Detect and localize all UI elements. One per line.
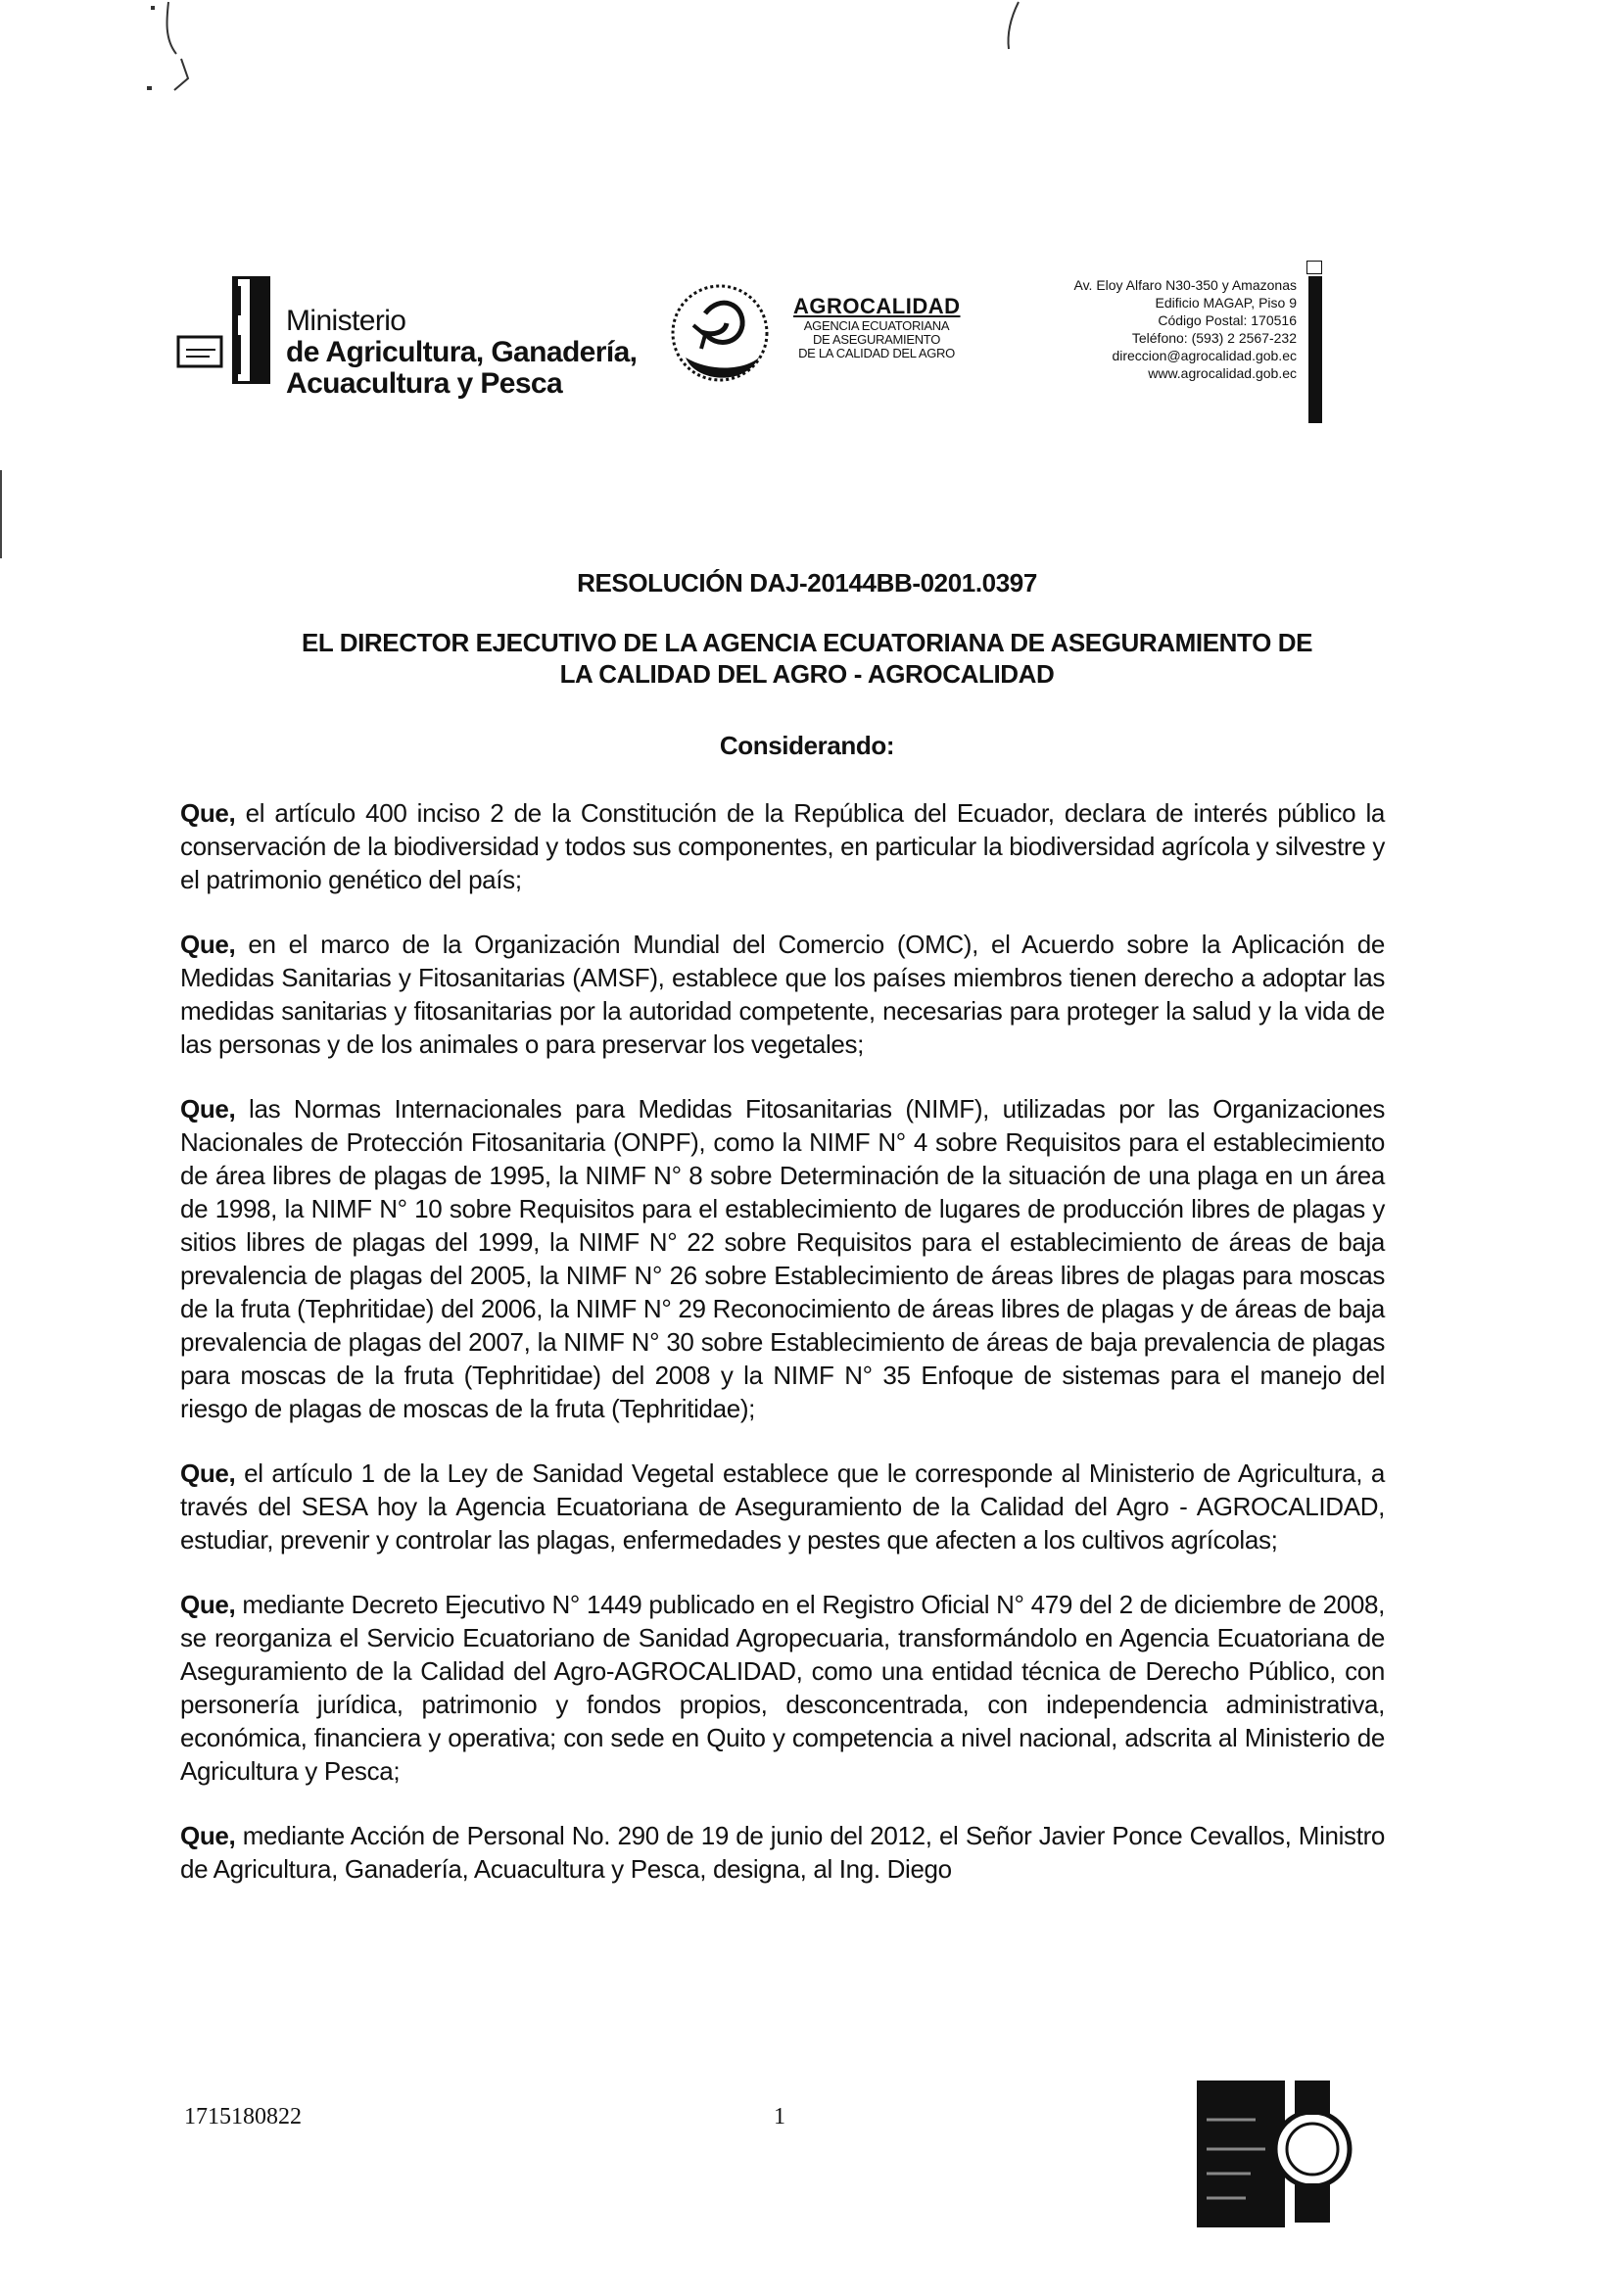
considerando-heading: Considerando: bbox=[719, 731, 895, 760]
agency-sub3: DE LA CALIDAD DEL AGRO bbox=[798, 346, 955, 360]
document-body bbox=[180, 796, 1385, 1917]
ministry-line1: Ministerio bbox=[286, 305, 406, 337]
resolution-number: RESOLUCIÓN DAJ-20144BB-0201.0397 bbox=[577, 568, 1037, 598]
paragraph: Que, el artículo 400 inciso 2 de la Constitución de la República del Ecuador, declara de interés público la conservación de la biodiversidad y todos sus componentes, en particular la biodiversidad agrícola y silvestre y el patrimonio genético del país; bbox=[180, 798, 1385, 894]
scan-mark-topcenter bbox=[999, 0, 1038, 59]
address-line1: Av. Eloy Alfaro N30-350 y Amazonas bbox=[1073, 277, 1297, 293]
agency-sub1: AGENCIA ECUATORIANA bbox=[803, 318, 950, 333]
page-number: 1 bbox=[774, 2104, 785, 2129]
agency-address bbox=[1003, 276, 1322, 382]
paragraph: Que, el artículo 1 de la Ley de Sanidad Vegetal establece que le corresponde al Ministerio de Agricultura, a través del SESA hoy la Agencia Ecuatoriana de Aseguramiento de la Calidad del Agro - AGROCALIDAD, estudiar, prevenir y controlar las plagas, enfermedades y pestes que afecten a los cultivos agrícolas; bbox=[180, 1459, 1385, 1555]
paragraph: Que, mediante Acción de Personal No. 290 de 19 de junio del 2012, el Señor Javier Ponce Cevallos, Ministro de Agricultura, Ganadería, Acuacultura y Pesca, designa, al Ing. Diego bbox=[180, 1821, 1385, 1884]
paragraph: Que, las Normas Internacionales para Medidas Fitosanitarias (NIMF), utilizadas por las Organizaciones Nacionales de Protección Fitosanitaria (ONPF), como la NIMF N° 4 sobre Requisitos para el establecimiento de área libres de plagas de 1995, la NIMF N° 8 sobre Determinación de la situación de una plaga en un área de 1998, la NIMF N° 10 sobre Requisitos para el establecimiento de lugares de producción libres de plagas y sitios libres de plagas del 1999, la NIMF N° 22 sobre Requisitos para el establecimiento de áreas de baja prevalencia de plagas del 2005, la NIMF N° 26 sobre Establecimiento de áreas libres de plagas para moscas de la fruta (Tephritidae) del 2006, la NIMF N° 29 Reconocimiento de áreas libres de plagas y de áreas de baja prevalencia de plagas del 2007, la NIMF N° 30 sobre Establecimiento de áreas de baja prevalencia de plagas para moscas de la fruta (Tephritidae) del 2008 y la NIMF N° 35 Enfoque de sistemas para el manejo del riesgo de plagas de moscas de la fruta (Tephritidae); bbox=[180, 1094, 1385, 1423]
address-bar-top bbox=[1306, 261, 1322, 274]
letterhead bbox=[176, 264, 1322, 411]
ministry-line2: de Agricultura, Ganadería, bbox=[286, 336, 638, 368]
certification-seal bbox=[1197, 2061, 1353, 2227]
scan-mark-topleft bbox=[147, 0, 206, 108]
ministry-name bbox=[286, 306, 637, 400]
agency-sub2: DE ASEGURAMIENTO bbox=[812, 332, 941, 347]
address-line4: Teléfono: (593) 2 2567-232 bbox=[1131, 330, 1297, 346]
scan-line-left bbox=[0, 470, 2, 558]
paragraph: Que, en el marco de la Organización Mundial del Comercio (OMC), el Acuerdo sobre la Aplicación de Medidas Sanitarias y Fitosanitarias (AMSF), establece que los países miembros tienen derecho a adoptar las medidas sanitarias y fitosanitarias por la autoridad competente, necesarias para proteger la salud y la vida de las personas y de los animales o para preservar los vegetales; bbox=[180, 930, 1385, 1059]
address-bar bbox=[1308, 276, 1322, 423]
ministry-logo bbox=[176, 276, 274, 384]
agency-name: AGROCALIDAD bbox=[793, 294, 961, 318]
heading-line1: EL DIRECTOR EJECUTIVO DE LA AGENCIA ECUATORIANA DE ASEGURAMIENTO DE bbox=[301, 628, 1313, 657]
address-line2: Edificio MAGAP, Piso 9 bbox=[1155, 295, 1297, 311]
address-line5: direccion@agrocalidad.gob.ec bbox=[1112, 348, 1297, 363]
agrocalidad-logo bbox=[666, 264, 774, 392]
document-heading bbox=[0, 627, 1614, 690]
ministry-line3: Acuacultura y Pesca bbox=[286, 367, 563, 400]
address-line6: www.agrocalidad.gob.ec bbox=[1148, 365, 1297, 381]
paragraph: Que, mediante Decreto Ejecutivo N° 1449 publicado en el Registro Oficial N° 479 del 2 de diciembre de 2008, se reorganiza el Servicio Ecuatoriano de Sanidad Agropecuaria, transformándolo en Agencia Ecuatoriana de Aseguramiento de la Calidad del Agro-AGROCALIDAD, como una entidad técnica de Derecho Público, con personería jurídica, patrimonio y fondos propios, desconcentrada, con independencia administrativa, económica, financiera y operativa; con sede en Quito y competencia a nivel nacional, adscrita al Ministerio de Agricultura y Pesca; bbox=[180, 1590, 1385, 1786]
document-code: 1715180822 bbox=[184, 2104, 302, 2129]
heading-line2: LA CALIDAD DEL AGRO - AGROCALIDAD bbox=[559, 659, 1055, 689]
agrocalidad-name bbox=[793, 294, 960, 360]
address-line3: Código Postal: 170516 bbox=[1158, 312, 1297, 328]
